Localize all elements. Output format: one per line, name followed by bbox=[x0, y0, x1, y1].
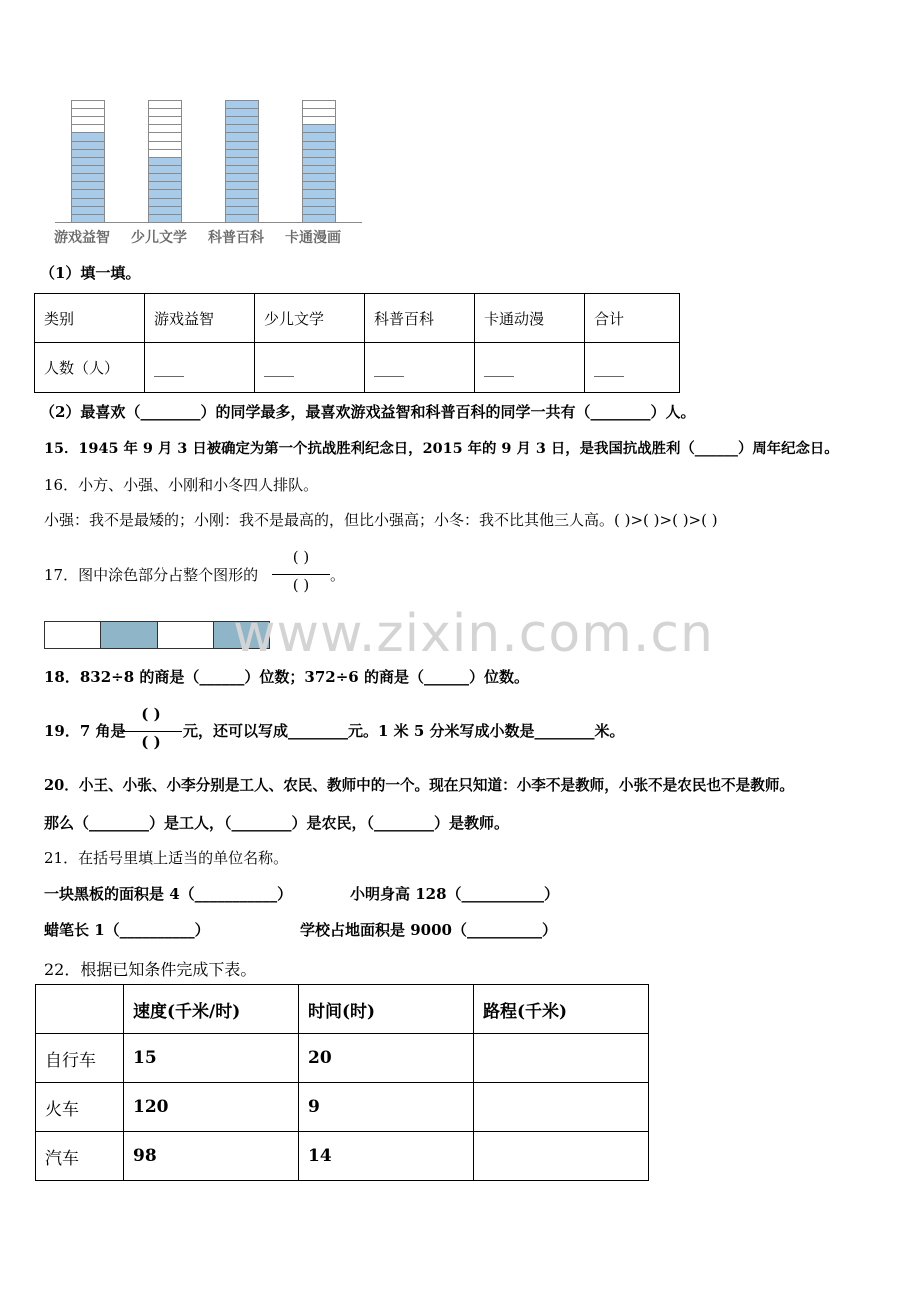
q22-time-cell: 14 bbox=[299, 1132, 474, 1181]
category-label: 科普百科 bbox=[208, 230, 264, 246]
q14-answer-blank[interactable]: ____ bbox=[145, 343, 255, 393]
bar-cell bbox=[149, 101, 181, 109]
q16-line2: 小强：我不是最矮的；小刚：我不是最高的，但比小强高；小冬：我不比其他三人高。( )>( )>( )>( ) bbox=[44, 511, 718, 529]
bar-cell bbox=[149, 182, 181, 190]
bar-cell bbox=[303, 166, 335, 174]
bar-cell bbox=[149, 207, 181, 215]
bar-cell bbox=[226, 174, 258, 182]
q14-row-label: 人数（人） bbox=[35, 343, 145, 393]
bar-chart bbox=[0, 0, 400, 250]
q22-header-row bbox=[36, 985, 649, 1034]
bar-cell bbox=[72, 109, 104, 117]
bar-cell bbox=[72, 174, 104, 182]
strip-segment bbox=[44, 621, 101, 649]
bar-cell bbox=[72, 117, 104, 125]
q14-part2: （2）最喜欢（________）的同学最多，最喜欢游戏益智和科普百科的同学一共有（________）人。 bbox=[40, 403, 696, 421]
q14-table bbox=[34, 293, 680, 393]
q19-fraction-denominator[interactable]: ( ) bbox=[141, 733, 161, 751]
q19-prefix: 19．7 角是 bbox=[44, 722, 126, 740]
q21-item-blackboard: 一块黑板的面积是 4（___________） bbox=[44, 885, 293, 903]
category-label: 卡通漫画 bbox=[285, 230, 341, 246]
q20-line2: 那么（________）是工人，（________）是农民，（________）是教师。 bbox=[44, 814, 510, 832]
q22-distance-answer[interactable] bbox=[474, 1083, 649, 1132]
bar-cell bbox=[149, 190, 181, 198]
q17-text-before: 17．图中涂色部分占整个图形的 bbox=[44, 566, 259, 584]
bar-cell bbox=[226, 166, 258, 174]
bar-cell bbox=[226, 125, 258, 133]
bar-cell bbox=[303, 190, 335, 198]
bar-cell bbox=[226, 109, 258, 117]
q17-fraction-numerator[interactable]: ( ) bbox=[292, 548, 310, 566]
bar-cell bbox=[149, 150, 181, 158]
bar-cell bbox=[72, 207, 104, 215]
bar-cell bbox=[72, 158, 104, 166]
q14-answer-blank[interactable]: ____ bbox=[365, 343, 475, 393]
q17-fraction-denominator[interactable]: ( ) bbox=[292, 576, 310, 594]
bar-cell bbox=[303, 182, 335, 190]
q14-header-cell: 卡通动漫 bbox=[475, 294, 585, 343]
bar-cell bbox=[149, 158, 181, 166]
bar-cell bbox=[226, 199, 258, 207]
bar-cell bbox=[303, 158, 335, 166]
bar-cell bbox=[72, 125, 104, 133]
q17-text bbox=[44, 565, 258, 585]
q22-time-cell: 9 bbox=[299, 1083, 474, 1132]
q14-part1: （1）填一填。 bbox=[40, 264, 141, 282]
q21-item-crayon: 蜡笔长 1（__________） bbox=[44, 921, 210, 939]
q14-header-cell: 合计 bbox=[585, 294, 680, 343]
bar-cell bbox=[149, 133, 181, 141]
bar-cell bbox=[303, 109, 335, 117]
q22-distance-answer[interactable] bbox=[474, 1132, 649, 1181]
bar-cell bbox=[303, 101, 335, 109]
bar-cell bbox=[72, 133, 104, 141]
q16-line1: 16．小方、小强、小刚和小冬四人排队。 bbox=[44, 476, 319, 494]
bar-cell bbox=[303, 174, 335, 182]
bar-cell bbox=[303, 207, 335, 215]
q14-header-cell: 科普百科 bbox=[365, 294, 475, 343]
bar-cell bbox=[226, 133, 258, 141]
strip-segment bbox=[100, 621, 158, 649]
bar-cell bbox=[72, 142, 104, 150]
q14-header-cell: 少儿文学 bbox=[255, 294, 365, 343]
q14-answer-blank[interactable]: ____ bbox=[255, 343, 365, 393]
bar-cell bbox=[226, 150, 258, 158]
q17-fraction bbox=[272, 548, 330, 600]
q19-fraction bbox=[120, 705, 182, 757]
q22-row-label: 火车 bbox=[36, 1083, 124, 1132]
q19-suffix: 元，还可以写成________元。1 米 5 分米写成小数是________米。 bbox=[183, 722, 625, 740]
table-row bbox=[36, 1083, 649, 1132]
q14-answer-blank[interactable]: ____ bbox=[585, 343, 680, 393]
q14-answer-blank[interactable]: ____ bbox=[475, 343, 585, 393]
fraction-bar bbox=[120, 731, 182, 732]
q14-table-header-row bbox=[35, 294, 680, 343]
bar-1 bbox=[71, 100, 105, 222]
fraction-bar bbox=[272, 574, 330, 575]
q22-header-cell: 时间(时) bbox=[299, 985, 474, 1034]
q22-time-cell: 20 bbox=[299, 1034, 474, 1083]
bar-cell bbox=[149, 199, 181, 207]
q22-row-label: 自行车 bbox=[36, 1034, 124, 1083]
bar-cell bbox=[226, 117, 258, 125]
chart-baseline bbox=[55, 222, 362, 223]
q22-header-cell: 路程(千米) bbox=[474, 985, 649, 1034]
q18-text: 18．832÷8 的商是（______）位数；372÷6 的商是（______）位数。 bbox=[44, 668, 529, 686]
q17-text-after: 。 bbox=[330, 566, 346, 584]
bar-cell bbox=[226, 158, 258, 166]
bar-cell bbox=[149, 166, 181, 174]
bar-cell bbox=[72, 199, 104, 207]
bar-3 bbox=[225, 100, 259, 222]
bar-cell bbox=[72, 190, 104, 198]
bar-4 bbox=[302, 100, 336, 222]
q19-fraction-numerator[interactable]: ( ) bbox=[141, 705, 161, 723]
bar-cell bbox=[72, 166, 104, 174]
bar-cell bbox=[303, 125, 335, 133]
q14-header-cell: 类别 bbox=[35, 294, 145, 343]
bar-cell bbox=[149, 125, 181, 133]
q22-speed-cell: 98 bbox=[124, 1132, 299, 1181]
bar-cell bbox=[149, 109, 181, 117]
q22-distance-answer[interactable] bbox=[474, 1034, 649, 1083]
q22-row-label: 汽车 bbox=[36, 1132, 124, 1181]
q22-header-cell: 速度(千米/时) bbox=[124, 985, 299, 1034]
category-label: 少儿文学 bbox=[131, 230, 187, 246]
q22-title: 22．根据已知条件完成下表。 bbox=[44, 960, 257, 979]
bar-cell bbox=[149, 117, 181, 125]
bar-cell bbox=[226, 182, 258, 190]
bar-cell bbox=[226, 101, 258, 109]
bar-cell bbox=[303, 150, 335, 158]
bar-cell bbox=[149, 174, 181, 182]
bar-cell bbox=[72, 101, 104, 109]
bar-cell bbox=[303, 133, 335, 141]
bar-cell bbox=[303, 199, 335, 207]
q14-table-data-row bbox=[35, 343, 680, 393]
q20-line1: 20．小王、小张、小李分别是工人、农民、教师中的一个。现在只知道：小李不是教师，小张不是农民也不是教师。 bbox=[44, 777, 795, 794]
table-row bbox=[36, 1034, 649, 1083]
category-label: 游戏益智 bbox=[54, 230, 110, 246]
bar-cell bbox=[303, 117, 335, 125]
q22-speed-cell: 15 bbox=[124, 1034, 299, 1083]
bar-2 bbox=[148, 100, 182, 222]
q15-text: 15．1945 年 9 月 3 日被确定为第一个抗战胜利纪念日，2015 年的 9 月 3 日，是我国抗战胜利（______）周年纪念日。 bbox=[44, 440, 839, 457]
bar-cell bbox=[226, 190, 258, 198]
watermark: www.zixin.com.cn bbox=[233, 604, 714, 664]
q21-title: 21．在括号里填上适当的单位名称。 bbox=[44, 849, 289, 867]
bar-cell bbox=[149, 142, 181, 150]
q22-table bbox=[35, 984, 649, 1181]
bar-cell bbox=[226, 207, 258, 215]
q14-header-cell: 游戏益智 bbox=[145, 294, 255, 343]
q21-item-height: 小明身高 128（___________） bbox=[350, 885, 560, 903]
bar-cell bbox=[226, 142, 258, 150]
bar-cell bbox=[72, 150, 104, 158]
q22-header-cell bbox=[36, 985, 124, 1034]
bar-cell bbox=[303, 142, 335, 150]
bar-cell bbox=[72, 182, 104, 190]
strip-segment bbox=[157, 621, 214, 649]
table-row bbox=[36, 1132, 649, 1181]
q22-speed-cell: 120 bbox=[124, 1083, 299, 1132]
q21-item-school-area: 学校占地面积是 9000（__________） bbox=[300, 921, 557, 939]
